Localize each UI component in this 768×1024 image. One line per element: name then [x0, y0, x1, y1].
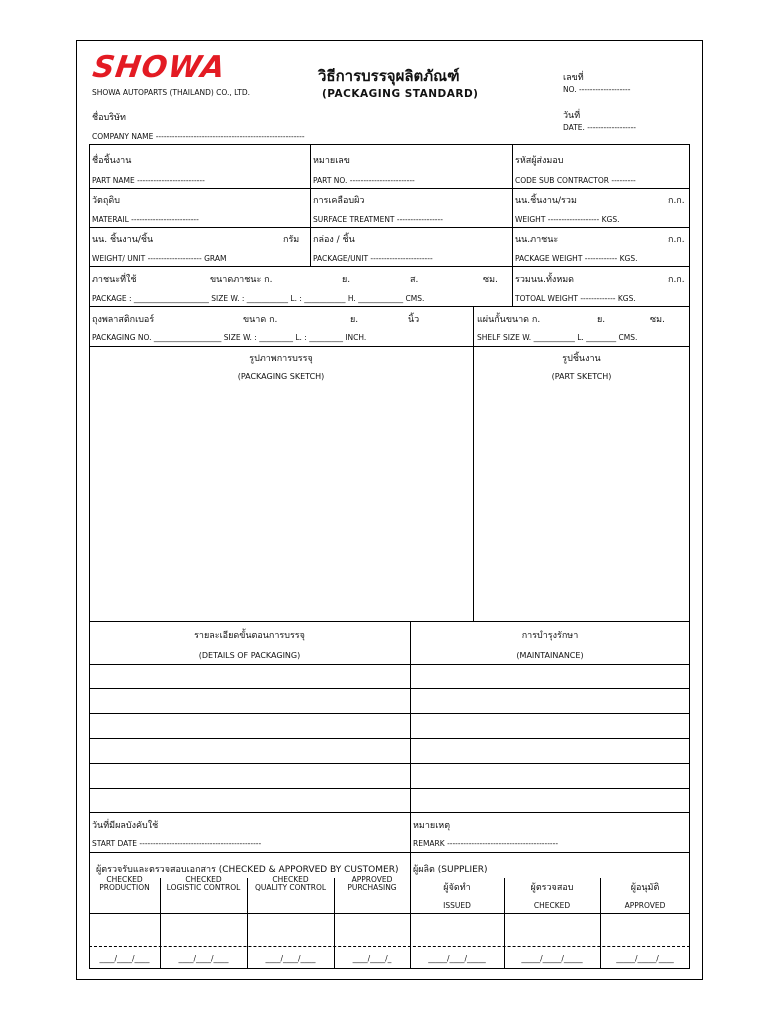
quality-date[interactable]: ____/____/____	[265, 954, 316, 963]
bag-y-th: ย.	[350, 315, 359, 325]
quality-checked: CHECKED	[272, 875, 309, 884]
purchasing-label: PURCHASING	[347, 883, 397, 892]
remark-field[interactable]: REMARK -----------------------------------------	[413, 839, 559, 848]
total-weight-field[interactable]: TOTOAL WEIGHT ------------- KGS.	[515, 294, 636, 303]
pkg-weight-unit: ก.ก.	[668, 235, 685, 245]
package-size-th: ขนาดภาชนะ ก.	[210, 275, 273, 285]
no-label-th: เลขที่	[563, 73, 584, 83]
bag-field[interactable]: PACKAGING NO. __________________ SIZE W. : _________ L. : _________ INCH.	[92, 333, 367, 342]
checked-label: CHECKED	[533, 901, 571, 910]
weight-unit-th: นน. ชิ้นงาน/ชิ้น	[92, 235, 154, 245]
details-line[interactable]	[89, 713, 690, 714]
maintenance-label: (MAINTAINANCE)	[516, 651, 584, 660]
no-field[interactable]: NO. -------------------	[563, 85, 631, 94]
details-table	[89, 621, 690, 813]
logistic-date[interactable]: ____/____/____	[178, 954, 229, 963]
issued-date[interactable]: _____/____/_____	[428, 954, 486, 963]
part-info-table	[89, 144, 690, 267]
part-name-th: ชื่อชิ้นงาน	[92, 156, 132, 166]
approved-th: ผู้อนุมัติ	[630, 883, 660, 893]
checked-th: ผู้ตรวจสอบ	[530, 883, 574, 893]
bag-inch-th: นิ้ว	[408, 315, 420, 325]
surface-field[interactable]: SURFACE TREATMENT -----------------	[313, 215, 443, 224]
part-sketch-th: รูปชิ้นงาน	[562, 354, 601, 364]
purchasing-approved: APPROVED	[351, 875, 393, 884]
supplier-header: ผู้ผลิต (SUPPLIER)	[413, 865, 488, 875]
showa-logo: SHOWA	[90, 50, 228, 85]
logistic-checked: CHECKED	[185, 875, 222, 884]
shelf-field[interactable]: SHELF SIZE W. ___________ L. ________ CMS.	[477, 333, 638, 342]
part-sketch-label: (PART SKETCH)	[551, 372, 612, 381]
package-s-th: ส.	[410, 275, 419, 285]
start-date-field[interactable]: START DATE ---------------------------------------------	[92, 839, 262, 848]
weight-total-th: นน.ชิ้นงาน/รวม	[515, 196, 577, 206]
pkg-weight-field[interactable]: PACKAGE WEIGHT ------------ KGS.	[515, 254, 638, 263]
shelf-cm-th: ซม.	[650, 315, 665, 325]
package-unit-field[interactable]: PACKAGE/UNIT -----------------------	[313, 254, 433, 263]
details-line[interactable]	[89, 788, 690, 789]
production-checked: CHECKED	[106, 875, 143, 884]
total-weight-th: รวมนน.ทั้งหมด	[515, 275, 575, 285]
company-full-name: SHOWA AUTOPARTS (THAILAND) CO., LTD.	[92, 88, 251, 97]
code-field[interactable]: CODE SUB CONTRACTOR ---------	[515, 176, 636, 185]
maintenance-th: การบำรุงรักษา	[521, 631, 579, 641]
customer-approval-header: ผู้ตรวจรับและตรวจสอบเอกสาร (CHECKED & APPORVED BY CUSTOMER)	[96, 865, 399, 875]
sketch-area	[89, 346, 690, 622]
weight-unit-th-unit: กรัม	[283, 235, 300, 245]
checked-date[interactable]: _____/_____/_____	[521, 954, 583, 963]
title-thai: วิธีการบรรจุผลิตภัณฑ์	[318, 67, 460, 85]
shelf-y-th: ย.	[597, 315, 606, 325]
company-name-field[interactable]: COMPANY NAME -------------------------------------------------------	[92, 132, 305, 141]
part-name-field[interactable]: PART NAME -------------------------	[92, 176, 205, 185]
weight-unit-field[interactable]: WEIGHT/ UNIT -------------------- GRAM	[92, 254, 227, 263]
details-line[interactable]	[89, 763, 690, 764]
approved-label: APPROVED	[624, 901, 666, 910]
production-label: PRODUCTION	[99, 883, 150, 892]
approved-date[interactable]: _____/_____/____	[616, 954, 674, 963]
total-weight-unit: ก.ก.	[668, 275, 685, 285]
package-y-th: ย.	[342, 275, 351, 285]
logistic-label: LOGISTIC CONTROL	[166, 883, 241, 892]
issued-th: ผู้จัดทำ	[443, 883, 471, 893]
package-th: ภาชนะที่ใช้	[92, 275, 137, 285]
surface-th: การเคลือบผิว	[313, 196, 365, 206]
details-line[interactable]	[89, 664, 690, 665]
shelf-th: แผ่นกั้นขนาด ก.	[477, 315, 541, 325]
package-cm-th: ซม.	[483, 275, 498, 285]
packaging-sketch-th: รูปภาพการบรรจุ	[249, 354, 313, 364]
issued-label: ISSUED	[443, 901, 471, 910]
material-th: วัตถุดิบ	[92, 196, 120, 206]
bag-size-th: ขนาด ก.	[243, 315, 278, 325]
package-unit-th: กล่อง / ชิ้น	[313, 235, 355, 245]
code-th: รหัสผู้ส่งมอบ	[515, 156, 564, 166]
package-field[interactable]: PACKAGE : ____________________ SIZE W. : ___________ L. : ___________ H. ____________ CMS.	[92, 294, 425, 303]
part-no-field[interactable]: PART NO. ------------------------	[313, 176, 415, 185]
bag-th: ถุงพลาสติกเบอร์	[92, 315, 155, 325]
weight-field[interactable]: WEIGHT ------------------- KGS.	[515, 215, 620, 224]
details-th: รายละเอียดขั้นตอนการบรรจุ	[194, 631, 305, 641]
remark-th: หมายเหตุ	[413, 821, 451, 831]
date-field[interactable]: DATE. ------------------	[563, 123, 636, 132]
production-date[interactable]: ____/____/____	[99, 954, 150, 963]
date-label-th: วันที่	[563, 111, 581, 121]
details-line[interactable]	[89, 688, 690, 689]
pkg-weight-th: นน.ภาชนะ	[515, 235, 559, 245]
page-title: (PACKAGING STANDARD)	[322, 88, 479, 100]
purchasing-date[interactable]: ____/____/_	[352, 954, 392, 963]
material-field[interactable]: MATERAIL -------------------------	[92, 215, 199, 224]
weight-total-unit: ก.ก.	[668, 196, 685, 206]
part-no-th: หมายเลข	[313, 156, 350, 166]
company-label-th: ชื่อบริษัท	[92, 113, 126, 123]
details-line[interactable]	[89, 738, 690, 739]
packaging-sketch-label: (PACKAGING SKETCH)	[237, 372, 325, 381]
start-date-th: วันที่มีผลบังคับใช้	[92, 821, 159, 831]
quality-label: QUALITY CONTROL	[254, 883, 327, 892]
details-label: (DETAILS OF PACKAGING)	[198, 651, 301, 660]
